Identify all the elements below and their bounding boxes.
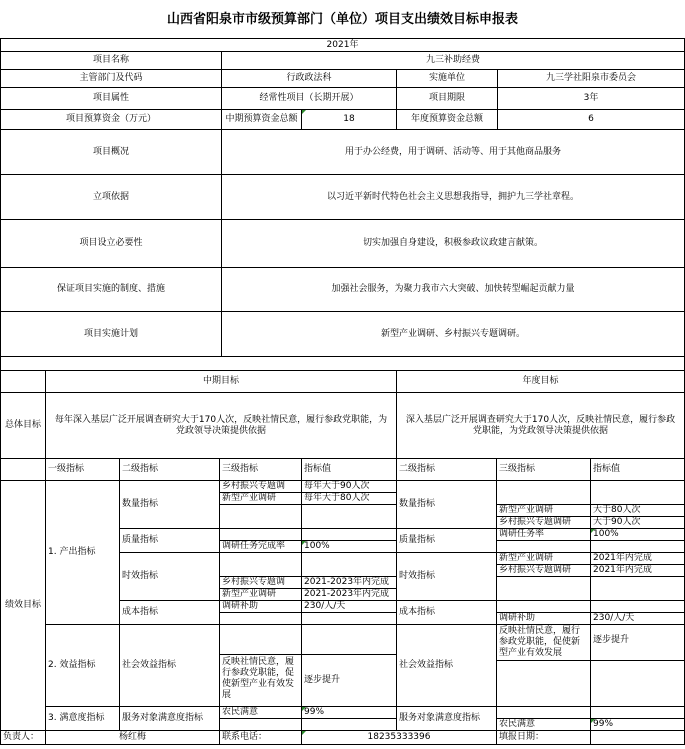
annual-q1-value: 100% bbox=[591, 529, 685, 541]
annual-q-blank bbox=[497, 541, 591, 553]
mid-h2: 二级指标 bbox=[120, 459, 220, 481]
annual-budget-label: 年度预算资金总额 bbox=[397, 110, 498, 130]
overview-value: 用于办公经费，用于调研、活动等、用于其他商品服务 bbox=[222, 130, 685, 175]
annual-goal-header: 年度目标 bbox=[397, 371, 685, 393]
necessity-value: 切实加强自身建设，积极参政议政建言献策。 bbox=[222, 220, 685, 268]
mid-q-blank-value bbox=[302, 529, 397, 541]
mid-sv1: 农民满意 bbox=[220, 707, 302, 719]
annual-cost-label: 成本指标 bbox=[397, 601, 497, 625]
mid-c-blank bbox=[220, 613, 302, 625]
annual-sv-blank bbox=[497, 707, 591, 719]
attr-label: 项目属性 bbox=[0, 88, 222, 110]
mid-t-blank bbox=[220, 553, 302, 577]
annual-q1: 调研任务率 bbox=[497, 529, 591, 541]
basis-value: 以习近平新时代特色社会主义思想我指导，拥护九三学社章程。 bbox=[222, 175, 685, 220]
mid-q-blank bbox=[220, 529, 302, 541]
annual-t2: 乡村振兴专题调研 bbox=[497, 565, 591, 577]
goals-corner bbox=[0, 371, 46, 393]
mid-q1: 调研任务完成率 bbox=[220, 541, 302, 553]
annual-budget-value: 6 bbox=[498, 110, 685, 130]
necessity-label: 项目设立必要性 bbox=[0, 220, 222, 268]
annual-c1: 调研补助 bbox=[497, 613, 591, 625]
mid-sv-blank-value bbox=[302, 719, 397, 731]
basis-label: 立项依据 bbox=[0, 175, 222, 220]
project-name-label: 项目名称 bbox=[0, 52, 222, 70]
mid-qty2: 新型产业调研 bbox=[220, 493, 302, 505]
mid-qty2-value: 每年大于80人次 bbox=[302, 493, 397, 505]
annual-qty-label: 数量指标 bbox=[397, 481, 497, 529]
mid-budget-value: 18 bbox=[302, 110, 397, 130]
mid-c1-value: 230/人/天 bbox=[302, 601, 397, 613]
mid-qty-blank-value bbox=[302, 505, 397, 529]
date-value bbox=[591, 731, 685, 745]
mid-social-label: 社会效益指标 bbox=[120, 625, 220, 707]
guarantee-label: 保证项目实施的制度、措施 bbox=[0, 268, 222, 312]
annual-h2: 二级指标 bbox=[397, 459, 497, 481]
annual-hv: 指标值 bbox=[591, 459, 685, 481]
annual-sv1-value: 99% bbox=[591, 719, 685, 731]
mid-t2: 新型产业调研 bbox=[220, 589, 302, 601]
period-value: 3年 bbox=[498, 88, 685, 110]
annual-c-blank-value bbox=[591, 601, 685, 613]
annual-t-blank-value bbox=[591, 577, 685, 601]
overview-label: 项目概况 bbox=[0, 130, 222, 175]
annual-qty2: 乡村振兴专题调研 bbox=[497, 517, 591, 529]
mid-sv1-value: 99% bbox=[302, 707, 397, 719]
annual-social-label: 社会效益指标 bbox=[397, 625, 497, 707]
mid-s-blank bbox=[220, 625, 302, 655]
mid-h1: 一级指标 bbox=[46, 459, 120, 481]
mid-c-blank-value bbox=[302, 613, 397, 625]
form-title: 山西省阳泉市市级预算部门（单位）项目支出绩效目标申报表 bbox=[166, 11, 518, 27]
owner-value: 杨红梅 bbox=[46, 731, 220, 745]
plan-value: 新型产业调研、乡村振兴专题调研。 bbox=[222, 312, 685, 357]
attr-value: 经常性项目（长期开展） bbox=[222, 88, 397, 110]
annual-service-label: 服务对象满意度指标 bbox=[397, 707, 497, 731]
mid-t1-value: 2021-2023年内完成 bbox=[302, 577, 397, 589]
mid-qty1-value: 每年大于90人次 bbox=[302, 481, 397, 493]
mid-h3: 三级指标 bbox=[220, 459, 302, 481]
owner-label: 负责人： bbox=[0, 731, 46, 745]
mid-qty-blank bbox=[220, 505, 302, 529]
mid-s-blank-value bbox=[302, 625, 397, 655]
impl-label: 实施单位 bbox=[397, 70, 498, 88]
mid-cost-label: 成本指标 bbox=[120, 601, 220, 625]
mid-budget-label: 中期预算资金总额 bbox=[222, 110, 302, 130]
mid-t1: 乡村振兴专题调 bbox=[220, 577, 302, 589]
l1-output: 1. 产出指标 bbox=[46, 481, 120, 625]
mid-goal-header: 中期目标 bbox=[46, 371, 397, 393]
annual-qty1: 新型产业调研 bbox=[497, 505, 591, 517]
phone-value: 18235333396 bbox=[302, 731, 497, 745]
indicator-corner bbox=[0, 459, 46, 481]
date-label: 填报日期： bbox=[497, 731, 591, 745]
phone-label: 联系电话： bbox=[220, 731, 302, 745]
annual-s-blank-value bbox=[591, 661, 685, 707]
plan-label: 项目实施计划 bbox=[0, 312, 222, 357]
mid-goal-text: 每年深入基层广泛开展调查研究大于170人次，反映社情民意，履行参政党职能，为党政领导决策提供依据 bbox=[46, 393, 397, 459]
annual-qty2-value: 大于90人次 bbox=[591, 517, 685, 529]
annual-t1-value: 2021年内完成 bbox=[591, 553, 685, 565]
form-year: 2021年 bbox=[0, 38, 685, 52]
cell-marker-icon bbox=[302, 731, 306, 735]
cell-marker-icon bbox=[302, 707, 306, 711]
budget-label: 项目预算资金（万元） bbox=[0, 110, 222, 130]
mid-hv: 指标值 bbox=[302, 459, 397, 481]
mid-service-label: 服务对象满意度指标 bbox=[120, 707, 220, 731]
annual-t-blank bbox=[497, 577, 591, 601]
annual-h3: 三级指标 bbox=[497, 459, 591, 481]
overall-goal-label: 总体目标 bbox=[0, 393, 46, 459]
annual-qty-blank-value bbox=[591, 481, 685, 505]
annual-q-blank-value bbox=[591, 541, 685, 553]
project-name-value: 九三补助经费 bbox=[222, 52, 685, 70]
mid-qty1: 乡村振兴专题调 bbox=[220, 481, 302, 493]
annual-qty1-value: 大于80人次 bbox=[591, 505, 685, 517]
annual-qty-blank bbox=[497, 481, 591, 505]
dept-value: 行政政法科 bbox=[222, 70, 397, 88]
mid-s1-value: 逐步提升 bbox=[302, 655, 397, 707]
annual-goal-text: 深入基层广泛开展调查研究大于170人次，反映社情民意，履行参政党职能，为党政领导决策提供依据 bbox=[397, 393, 685, 459]
mid-q1-value: 100% bbox=[302, 541, 397, 553]
annual-c1-value: 230/人/天 bbox=[591, 613, 685, 625]
annual-s1-value: 逐步提升 bbox=[591, 625, 685, 661]
annual-t2-value: 2021年内完成 bbox=[591, 565, 685, 577]
mid-sv-blank bbox=[220, 719, 302, 731]
annual-sv-blank-value bbox=[591, 707, 685, 719]
mid-t-blank-value bbox=[302, 553, 397, 577]
mid-c1: 调研补助 bbox=[220, 601, 302, 613]
cell-marker-icon bbox=[302, 541, 306, 545]
period-label: 项目期限 bbox=[397, 88, 498, 110]
guarantee-value: 加强社会服务，为聚力我市六大突破、加快转型崛起贡献力量 bbox=[222, 268, 685, 312]
annual-s-blank bbox=[497, 661, 591, 707]
annual-sv1: 农民满意 bbox=[497, 719, 591, 731]
mid-qty-label: 数量指标 bbox=[120, 481, 220, 529]
spacer-row bbox=[0, 357, 685, 371]
annual-t1: 新型产业调研 bbox=[497, 553, 591, 565]
dept-label: 主管部门及代码 bbox=[0, 70, 222, 88]
annual-s1: 反映社情民意，履行参政党职能，促使新型产业有效发展 bbox=[497, 625, 591, 661]
l1-satisfaction: 3. 满意度指标 bbox=[46, 707, 120, 731]
impl-value: 九三学社阳泉市委员会 bbox=[498, 70, 685, 88]
cell-marker-icon bbox=[591, 719, 595, 723]
mid-time-label: 时效指标 bbox=[120, 553, 220, 601]
cell-marker-icon bbox=[302, 110, 306, 114]
mid-quality-label: 质量指标 bbox=[120, 529, 220, 553]
l1-effect: 2. 效益指标 bbox=[46, 625, 120, 707]
cell-marker-icon bbox=[591, 529, 595, 533]
performance-label: 绩效目标 bbox=[0, 481, 46, 731]
annual-quality-label: 质量指标 bbox=[397, 529, 497, 553]
mid-t2-value: 2021-2023年内完成 bbox=[302, 589, 397, 601]
annual-time-label: 时效指标 bbox=[397, 553, 497, 601]
annual-c-blank bbox=[497, 601, 591, 613]
mid-s1: 反映社情民意，履行参政党职能，促使新型产业有效发展 bbox=[220, 655, 302, 707]
